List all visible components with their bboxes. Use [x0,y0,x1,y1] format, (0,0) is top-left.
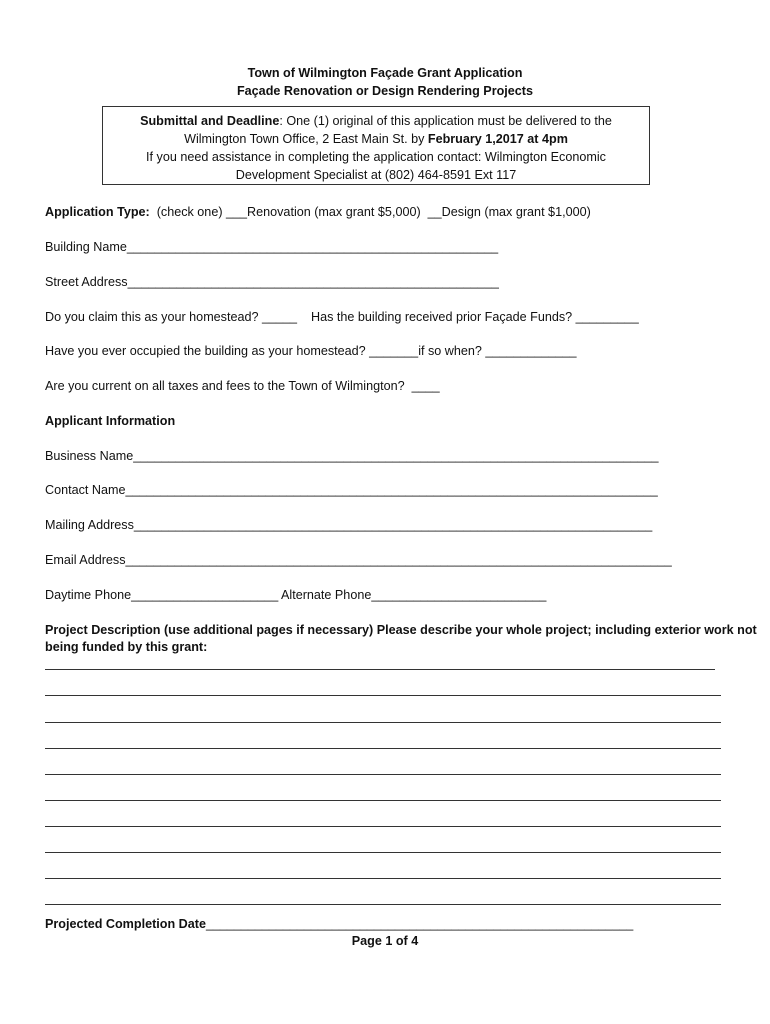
form-subtitle: Façade Renovation or Design Rendering Projects [236,84,534,98]
email-address-label: Email Address [45,553,126,567]
description-line[interactable] [45,774,721,775]
street-address-field[interactable]: _____________________________________________________ [127,275,499,289]
email-address-row [45,553,672,568]
renovation-option-label: Renovation (max grant $5,000) [247,205,428,219]
description-line[interactable] [45,695,721,696]
prior-funds-question: Has the building received prior Façade Funds? [297,310,576,324]
homestead-row [45,310,639,325]
phone-row [45,588,546,603]
deadline-date: February 1,2017 at 4pm [427,132,568,146]
project-description-heading: Project Description (use additional pages if necessary) Please describe your whole project; including exterior work not [45,623,757,637]
page-number: Page 1 of 4 [351,934,419,948]
occupied-question: Have you ever occupied the building as your homestead? [45,344,370,358]
occupied-row [45,344,576,359]
description-line[interactable] [45,669,715,670]
building-name-label: Building Name [45,240,127,254]
description-line[interactable] [45,748,721,749]
alternate-phone-label: Alternate Phone [278,588,372,602]
renovation-check-field[interactable]: ___ [226,205,248,219]
design-option-label: Design (max grant $1,000) [441,205,591,219]
contact-name-row [45,483,658,498]
daytime-phone-label: Daytime Phone [45,588,132,602]
application-type-row [45,205,591,220]
street-address-row [45,275,499,290]
description-line[interactable] [45,904,721,905]
occupied-field[interactable]: _______ [369,344,419,358]
when-question: if so when? [418,344,486,358]
check-one-note: (check one) [149,205,227,219]
taxes-question: Are you current on all taxes and fees to the Town of Wilmington? [45,379,412,393]
description-line[interactable] [45,722,721,723]
mailing-address-field[interactable]: __________________________________________________________________________ [133,518,653,532]
project-description-heading-cont: being funded by this grant: [45,640,208,654]
form-title: Town of Wilmington Façade Grant Application [247,66,523,80]
prior-funds-field[interactable]: _________ [575,310,639,324]
completion-date-field[interactable]: _____________________________________________________________ [205,917,634,931]
description-line[interactable] [45,800,721,801]
when-field[interactable]: _____________ [485,344,577,358]
completion-date-label: Projected Completion Date [45,917,206,931]
mailing-address-row [45,518,652,533]
contact-name-label: Contact Name [45,483,126,497]
taxes-row [45,379,440,394]
email-address-field[interactable]: ______________________________________________________________________________ [125,553,672,567]
applicant-info-heading: Applicant Information [45,414,176,428]
deadline-text-2: Wilmington Town Office, 2 East Main St. by [184,132,428,146]
deadline-label: Submittal and Deadline [140,114,280,128]
design-check-field[interactable]: __ [427,205,442,219]
building-name-row [45,240,498,255]
homestead-claim-field[interactable]: _____ [262,310,298,324]
description-line[interactable] [45,852,721,853]
homestead-claim-question: Do you claim this as your homestead? [45,310,262,324]
specialist-contact: Development Specialist at (802) 464-8591 Ext 117 [235,168,517,182]
alternate-phone-field[interactable]: _________________________ [371,588,547,602]
business-name-label: Business Name [45,449,134,463]
street-address-label: Street Address [45,275,128,289]
business-name-field[interactable]: ___________________________________________________________________________ [133,449,659,463]
taxes-field[interactable]: ____ [411,379,440,393]
application-type-label: Application Type: [45,205,150,219]
description-line[interactable] [45,826,721,827]
daytime-phone-field[interactable]: _____________________ [131,588,279,602]
description-line[interactable] [45,878,721,879]
contact-name-field[interactable]: ____________________________________________________________________________ [125,483,658,497]
mailing-address-label: Mailing Address [45,518,134,532]
deadline-notice-box [102,106,650,185]
assistance-text: If you need assistance in completing the application contact: Wilmington Economic [146,150,606,164]
deadline-text-1: : One (1) original of this application must be delivered to the [279,114,612,128]
completion-date-row [45,917,633,932]
building-name-field[interactable]: _____________________________________________________ [126,240,499,254]
business-name-row [45,449,659,464]
